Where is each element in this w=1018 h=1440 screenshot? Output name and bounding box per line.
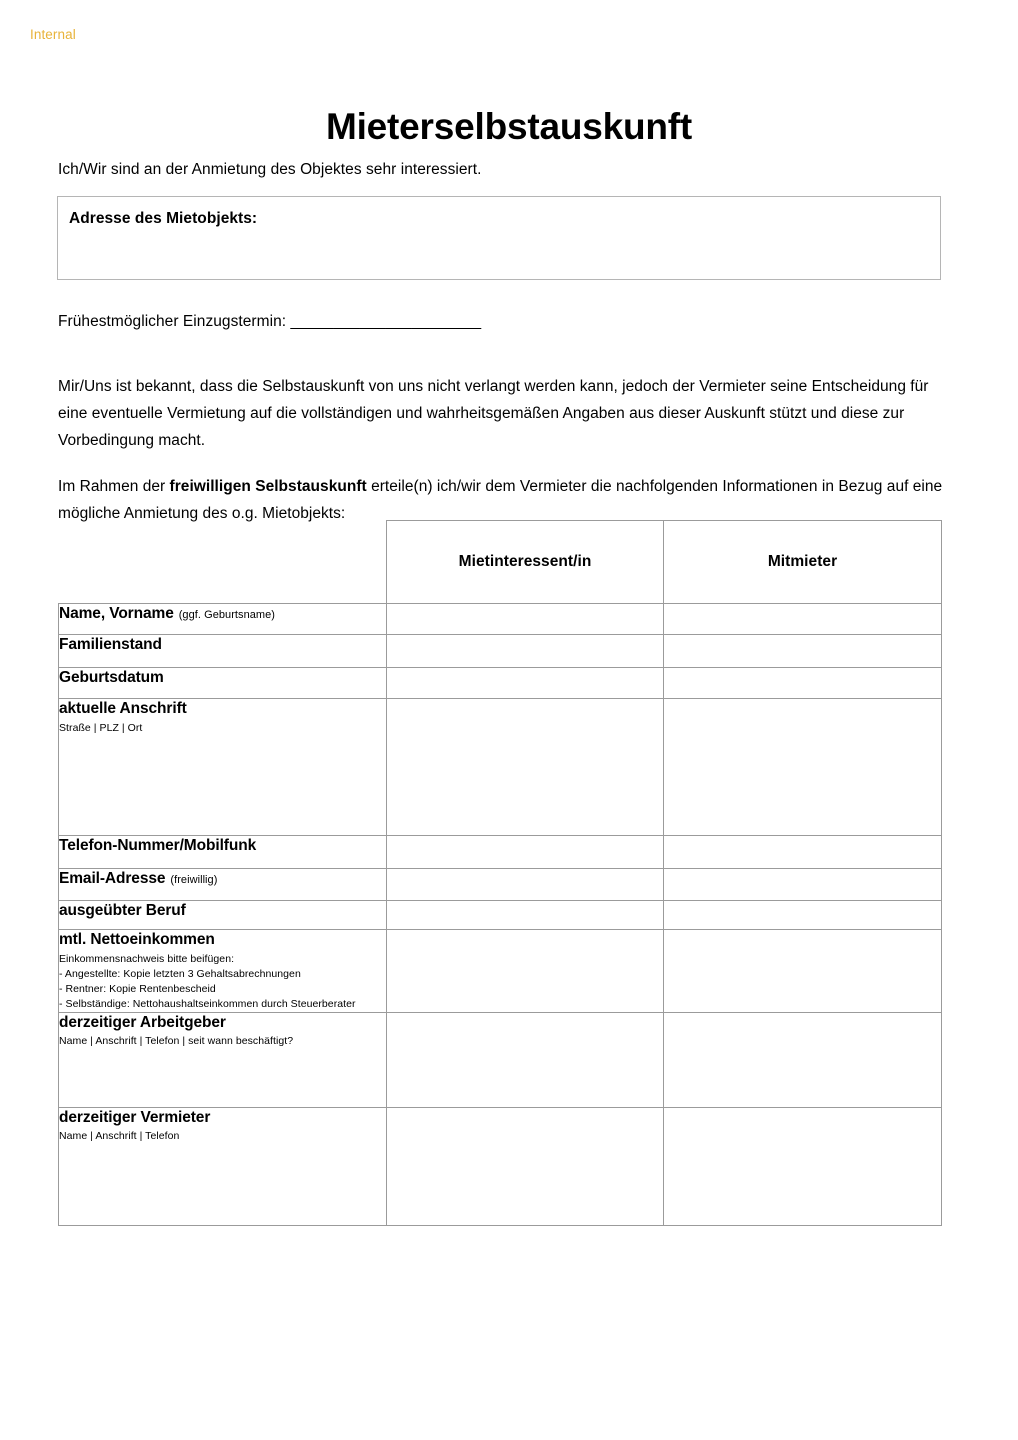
row-title: Email-Adresse: [59, 870, 166, 887]
page-title: Mieterselbstauskunft: [325, 105, 693, 147]
move-in-date-label: Frühestmöglicher Einzugstermin:: [58, 313, 287, 330]
row-title: Telefon-Nummer/Mobilfunk: [59, 837, 257, 854]
row-title: Geburtsdatum: [59, 669, 164, 686]
table-row: [59, 668, 942, 699]
disclaimer-paragraph: Mir/Uns ist bekannt, dass die Selbstauskunft von uns nicht verlangt werden kann, jedoch der Vermieter seine Entscheidung für eine eventuelle Vermietung auf die vollständigen und wahrheitsgemäßen Angaben aus dieser Auskunft stützt und diese zur Vorbedingung macht.: [58, 377, 929, 449]
row-title: ausgeübter Beruf: [59, 902, 186, 919]
row-subtitle: Name | Anschrift | Telefon: [59, 1130, 180, 1143]
tenant-information-table: [58, 520, 942, 1226]
table-header-row: [59, 521, 942, 604]
field-aktuelle-anschrift-mietinteressent[interactable]: [387, 699, 664, 836]
row-label-familienstand: [59, 635, 387, 668]
row-subtitle: Straße | PLZ | Ort: [59, 721, 143, 734]
voluntary-text-post: erteile(n) ich/wir dem Vermieter die nachfolgenden Informationen in Bezug auf eine mögliche Anmietung des o.g. Mietobjekts:: [58, 477, 943, 522]
row-title: derzeitiger Arbeitgeber: [59, 1013, 226, 1031]
field-telefon-nummer-mietinteressent[interactable]: [387, 836, 664, 869]
column-header-mitmieter: Mitmieter: [664, 521, 942, 604]
row-label-name-vorname: [59, 604, 387, 635]
voluntary-text-emphasis: freiwilligen Selbstauskunft: [169, 477, 367, 495]
address-box-label: Adresse des Mietobjekts:: [69, 210, 258, 227]
row-title: derzeitiger Vermieter: [59, 1108, 211, 1126]
table-row: [59, 699, 942, 836]
row-label-email-adresse: [59, 869, 387, 901]
row-subtitle: (ggf. Geburtsname): [178, 609, 275, 621]
table-row: [59, 869, 942, 901]
row-label-telefon-nummer: [59, 836, 387, 869]
voluntary-text-pre: Im Rahmen der: [58, 477, 170, 495]
field-geburtsdatum-mietinteressent[interactable]: [387, 668, 664, 699]
table-row: [59, 1012, 942, 1107]
field-geburtsdatum-mitmieter[interactable]: [664, 668, 942, 699]
move-in-date-blank[interactable]: ______________________: [290, 313, 482, 330]
table-corner-cell: [59, 521, 387, 604]
field-email-adresse-mietinteressent[interactable]: [387, 869, 664, 901]
table-row: [59, 1107, 942, 1225]
field-name-vorname-mietinteressent[interactable]: [387, 604, 664, 635]
table-row: [59, 604, 942, 635]
field-aktuelle-anschrift-mitmieter[interactable]: [664, 699, 942, 836]
field-name-vorname-mitmieter[interactable]: [664, 604, 942, 635]
field-derzeitiger-arbeitgeber-mietinteressent[interactable]: [387, 1012, 664, 1107]
field-derzeitiger-vermieter-mitmieter[interactable]: [664, 1107, 942, 1225]
row-title: Name, Vorname: [59, 605, 174, 622]
field-email-adresse-mitmieter[interactable]: [664, 869, 942, 901]
table-row: [59, 836, 942, 869]
row-label-derzeitiger-vermieter: [59, 1107, 387, 1225]
field-familienstand-mitmieter[interactable]: [664, 635, 942, 668]
field-mtl-nettoeinkommen-mitmieter[interactable]: [664, 930, 942, 1013]
row-label-geburtsdatum: [59, 668, 387, 699]
address-box[interactable]: [57, 196, 941, 280]
voluntary-paragraph: [58, 473, 943, 527]
field-mtl-nettoeinkommen-mietinteressent[interactable]: [387, 930, 664, 1013]
field-derzeitiger-arbeitgeber-mitmieter[interactable]: [664, 1012, 942, 1107]
intro-text: Ich/Wir sind an der Anmietung des Objektes sehr interessiert.: [58, 161, 482, 178]
field-derzeitiger-vermieter-mietinteressent[interactable]: [387, 1107, 664, 1225]
classification-marker: Internal: [30, 27, 76, 42]
table-row: [59, 930, 942, 1013]
row-label-aktuelle-anschrift: [59, 699, 387, 836]
field-ausgeuebter-beruf-mietinteressent[interactable]: [387, 901, 664, 930]
row-title: aktuelle Anschrift: [59, 700, 187, 717]
table-row: [59, 635, 942, 668]
field-telefon-nummer-mitmieter[interactable]: [664, 836, 942, 869]
column-header-mietinteressent: Mietinteressent/in: [387, 521, 664, 604]
table-row: [59, 901, 942, 930]
field-familienstand-mietinteressent[interactable]: [387, 635, 664, 668]
row-subtitle: Einkommensnachweis bitte beifügen: - Angestellte: Kopie letzten 3 Gehaltsabrechnungen - Rentner: Kopie Rentenbescheid - Selbständige: Nettohaushaltseinkommen durch Steuerberater: [59, 952, 356, 1010]
row-title: mtl. Nettoeinkommen: [59, 931, 215, 948]
row-label-mtl-nettoeinkommen: [59, 930, 387, 1013]
row-title: Familienstand: [59, 636, 162, 653]
field-ausgeuebter-beruf-mitmieter[interactable]: [664, 901, 942, 930]
row-label-ausgeuebter-beruf: [59, 901, 387, 930]
row-subtitle: Name | Anschrift | Telefon | seit wann beschäftigt?: [59, 1035, 294, 1048]
row-subtitle: (freiwillig): [170, 874, 218, 886]
row-label-derzeitiger-arbeitgeber: [59, 1012, 387, 1107]
move-in-date-line: [58, 313, 481, 331]
